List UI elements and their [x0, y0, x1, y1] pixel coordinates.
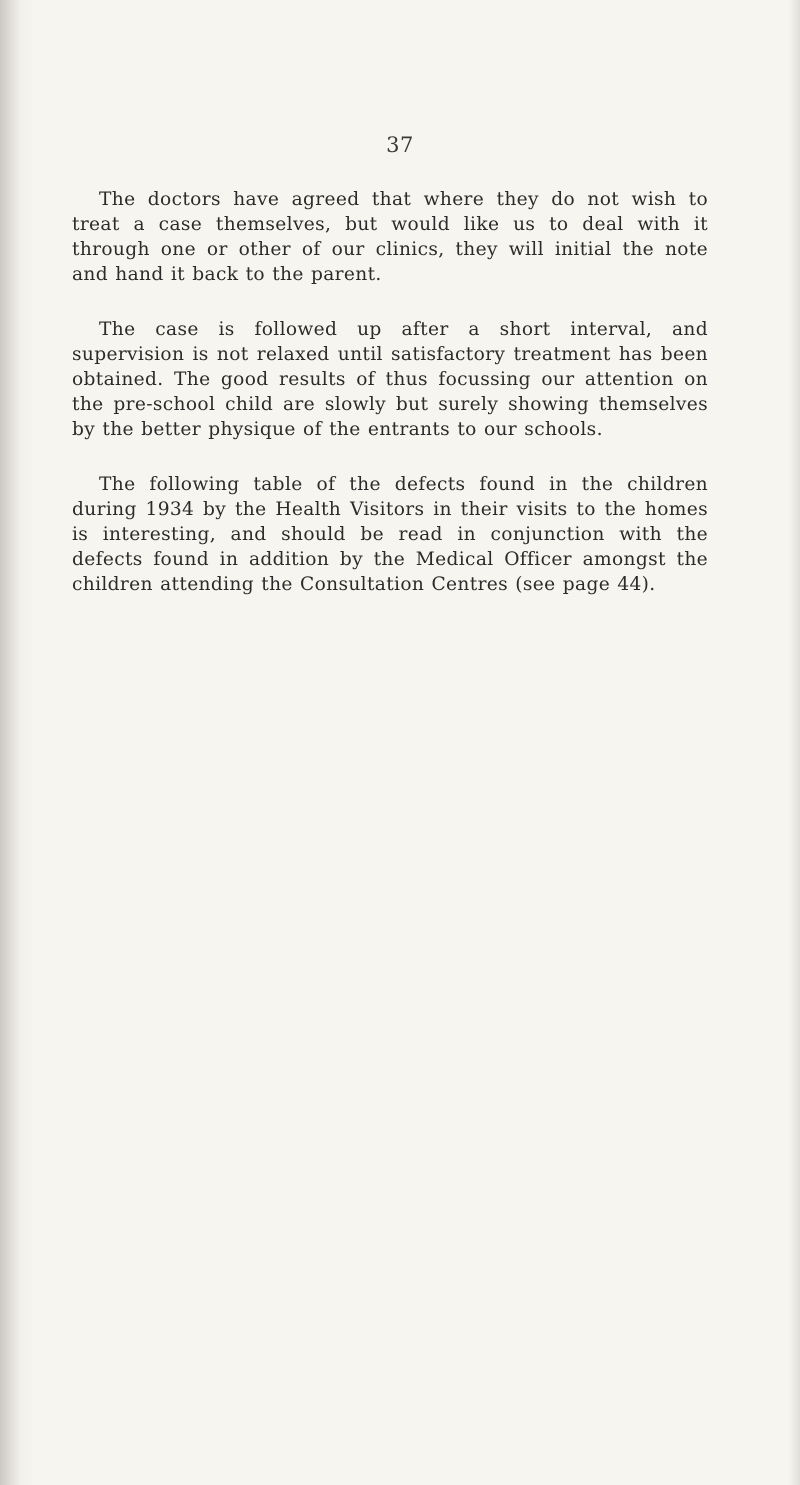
- page-number: 37: [386, 133, 414, 157]
- paragraph-defects-table: The following table of the defects found in the children during 1934 by the Health Visitors in their visits to the homes is interesting, and should be read in conjunction with the defects found in addition by the Medical Officer amongst the children attending the Consultation Centres (see page 44).: [72, 474, 708, 595]
- body-text: [72, 187, 708, 597]
- page-edge-shadow: [0, 0, 34, 1485]
- paragraph-case-followed-up: The case is followed up after a short interval, and supervision is not relaxed until satisfactory treatment has been obtained. The good results of thus focussing our attention on the pre-school child are slowly but surely showing themselves by the better physique of the entrants to our schools.: [72, 319, 708, 440]
- page-edge-shadow-right: [788, 0, 800, 1485]
- paragraph-doctors-agreed: The doctors have agreed that where they do not wish to treat a case themselves, but would like us to deal with it through one or other of our clinics, they will initial the note and hand it back to the parent.: [72, 189, 708, 285]
